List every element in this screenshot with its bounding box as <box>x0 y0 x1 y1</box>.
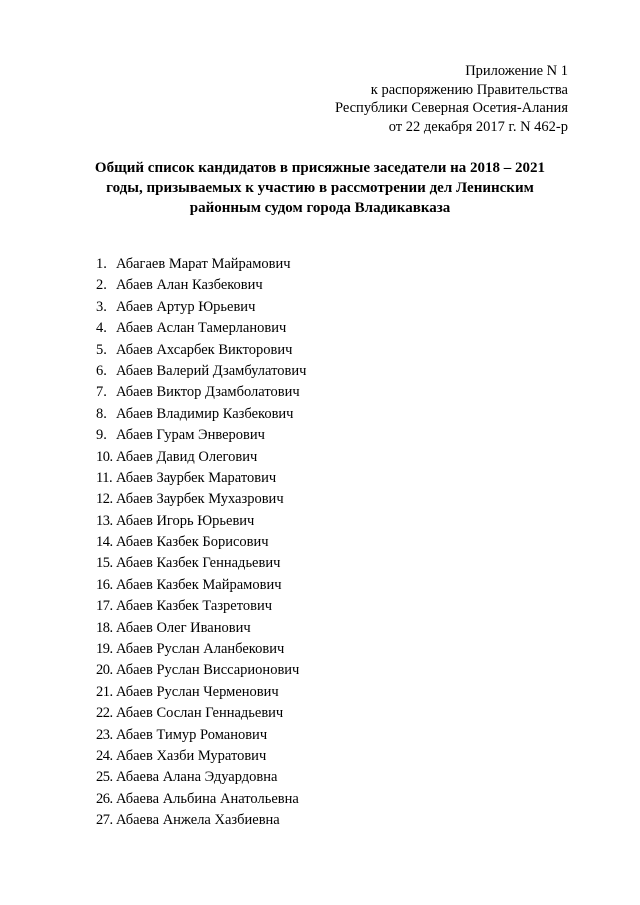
list-item-name: Абаев Ахсарбек Викторович <box>116 341 293 358</box>
list-item <box>96 682 306 703</box>
list-item <box>96 511 306 532</box>
list-item-number: 24. <box>96 747 113 764</box>
list-item-name: Абаев Аслан Тамерланович <box>116 320 287 337</box>
list-item-name: Абаев Тимур Романович <box>116 726 268 743</box>
list-item-name: Абаев Валерий Дзамбулатович <box>116 362 307 379</box>
list-item-name: Абаев Хазби Муратович <box>116 747 267 764</box>
list-item <box>96 725 306 746</box>
list-item-number: 15. <box>96 555 113 572</box>
title-line: годы, призываемых к участию в рассмотрении дел Ленинским <box>106 180 534 196</box>
list-item <box>96 746 306 767</box>
title-line: районным судом города Владикавказа <box>189 200 451 216</box>
list-item-number: 6. <box>96 362 107 379</box>
list-item-number: 4. <box>96 320 107 337</box>
list-item-number: 21. <box>96 683 113 700</box>
list-item <box>96 318 306 339</box>
list-item <box>96 361 306 382</box>
list-item-number: 11. <box>96 469 113 486</box>
list-item <box>96 639 306 660</box>
list-item-number: 5. <box>96 341 107 358</box>
list-item-name: Абаев Олег Иванович <box>116 619 251 636</box>
list-item-number: 19. <box>96 641 113 658</box>
list-item-name: Абаев Казбек Тазретович <box>116 598 273 615</box>
list-item-name: Абаев Руслан Черменович <box>116 683 279 700</box>
list-item-name: Абаев Руслан Виссарионович <box>116 662 300 679</box>
list-item <box>96 596 306 617</box>
list-item-number: 9. <box>96 427 107 444</box>
list-item <box>96 810 306 831</box>
list-item-name: Абаев Заурбек Маратович <box>116 469 277 486</box>
list-item-name: Абаев Гурам Энверович <box>116 427 265 444</box>
list-item <box>96 767 306 788</box>
list-item-name: Абаев Виктор Дзамболатович <box>116 384 300 401</box>
list-item <box>96 489 306 510</box>
list-item <box>96 532 306 553</box>
list-item-name: Абаев Давид Олегович <box>116 448 258 465</box>
list-item-name: Абаева Анжела Хазбиевна <box>116 812 280 829</box>
list-item-name: Абаев Казбек Геннадьевич <box>116 555 281 572</box>
list-item <box>96 425 306 446</box>
list-item-name: Абаев Казбек Борисович <box>116 534 269 551</box>
appendix-line: Приложение N 1 <box>465 63 568 79</box>
list-item-number: 20. <box>96 662 113 679</box>
appendix-header <box>335 62 568 136</box>
list-item-name: Абаев Руслан Аланбекович <box>116 641 285 658</box>
list-item-number: 8. <box>96 405 107 422</box>
list-item <box>96 553 306 574</box>
list-item-number: 22. <box>96 705 113 722</box>
list-item-number: 26. <box>96 790 113 807</box>
list-item <box>96 468 306 489</box>
list-item-number: 27. <box>96 812 113 829</box>
list-item-name: Абаев Заурбек Мухазрович <box>116 491 284 508</box>
document-title <box>70 158 570 218</box>
list-item <box>96 382 306 403</box>
appendix-line: к распоряжению Правительства <box>370 81 568 98</box>
list-item <box>96 297 306 318</box>
list-item-number: 12. <box>96 491 113 508</box>
appendix-line: от 22 декабря 2017 г. N 462-р <box>388 118 568 135</box>
list-item <box>96 703 306 724</box>
candidate-list <box>96 254 306 832</box>
list-item-name: Абаев Алан Казбекович <box>116 277 263 294</box>
list-item <box>96 575 306 596</box>
list-item <box>96 404 306 425</box>
title-line: Общий список кандидатов в присяжные заседатели на 2018 – 2021 <box>94 160 546 176</box>
list-item-name: Абаев Казбек Майрамович <box>116 576 282 593</box>
list-item-name: Абаев Игорь Юрьевич <box>116 512 255 529</box>
list-item-name: Абаева Алана Эдуардовна <box>116 769 278 786</box>
list-item <box>96 254 306 275</box>
list-item-name: Абагаев Марат Майрамович <box>116 256 291 272</box>
list-item-number: 7. <box>96 384 107 401</box>
list-item-number: 23. <box>96 726 113 743</box>
list-item-name: Абаев Артур Юрьевич <box>116 298 256 315</box>
list-item-number: 3. <box>96 298 107 315</box>
list-item <box>96 447 306 468</box>
list-item <box>96 275 306 296</box>
list-item-number: 13. <box>96 512 113 529</box>
appendix-line: Республики Северная Осетия-Алания <box>334 100 568 116</box>
list-item-number: 17. <box>96 598 113 615</box>
list-item <box>96 618 306 639</box>
list-item-number: 25. <box>96 769 113 786</box>
list-item <box>96 660 306 681</box>
list-item-number: 14. <box>96 534 113 551</box>
list-item-number: 2. <box>96 277 107 294</box>
list-item-number: 1. <box>96 256 107 272</box>
list-item-name: Абаева Альбина Анатольевна <box>116 790 299 807</box>
list-item <box>96 789 306 810</box>
list-item <box>96 340 306 361</box>
list-item-number: 18. <box>96 619 113 636</box>
list-item-number: 16. <box>96 576 113 593</box>
list-item-name: Абаев Сослан Геннадьевич <box>116 705 284 722</box>
list-item-name: Абаев Владимир Казбекович <box>116 405 294 422</box>
list-item-number: 10. <box>96 448 113 465</box>
